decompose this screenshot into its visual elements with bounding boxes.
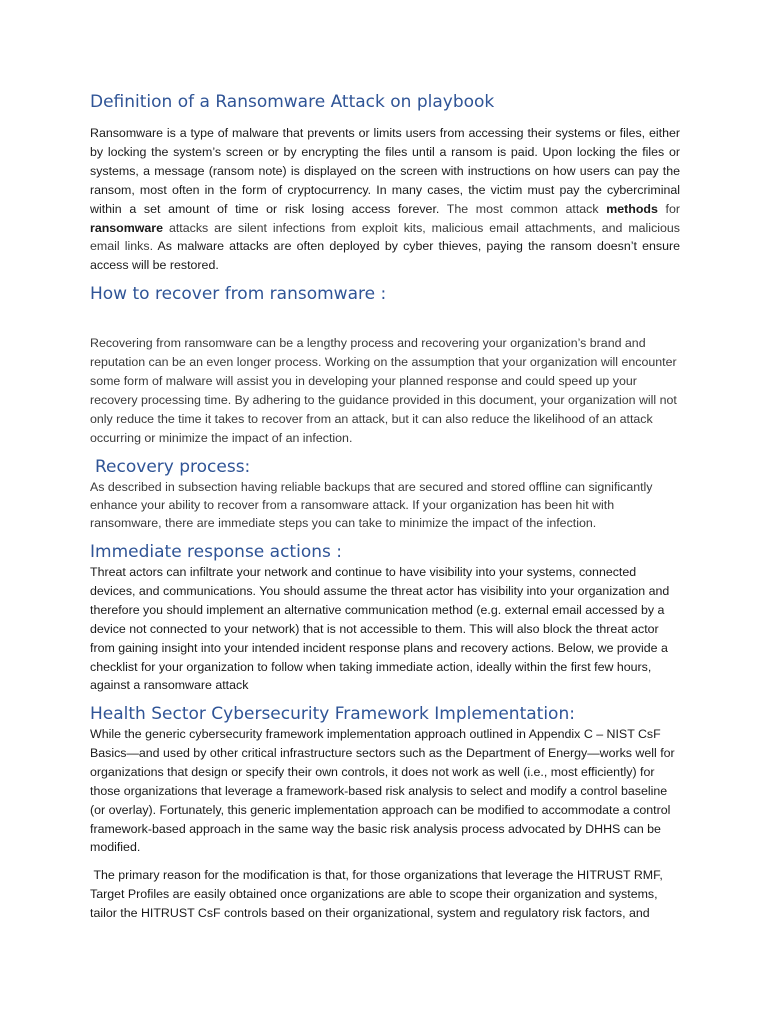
definition-bold-ransomware: ransomware xyxy=(90,220,164,235)
definition-text-1: Ransomware is a type of malware that prevents or limits users from accessing their systems or files, either by locking the system’s screen or by encrypting the files until a ransom is paid. Upon locking the files or systems, a message (ransom note) is displayed on the screen with instructions on how users can pay the ransom, most often in the form of cryptocurrency. In many cases, the victim must pay the cybercriminal within a set amount of time or risk losing access forever. xyxy=(90,126,680,216)
paragraph-health-sector-1: While the generic cybersecurity framework implementation approach outlined in Appendix C – NIST CsF Basics—and used by other critical infrastructure sectors such as the Department of Energy—works well for organizations that design or specify their own controls, it does not work as well (i.e., most efficiently) for those organizations that leverage a framework-based risk analysis to select and modify a control baseline (or overlay). Fortunately, this generic implementation approach can be modified to accommodate a control framework-based approach in the same way the basic risk analysis process advocated by DHHS can be modified. xyxy=(90,727,675,855)
health-sector-text-2: The primary reason for the modification is that, for those organizations that leverage the HITRUST RMF, Target Profiles are easily obtained once organizations are able to scope their organization and systems, tailor the HITRUST CsF controls based on their organizational, system and regulatory risk factors, and xyxy=(90,868,663,920)
heading-definition: Definition of a Ransomware Attack on playbook xyxy=(90,92,495,112)
heading-health-sector: Health Sector Cybersecurity Framework Implementation: xyxy=(90,704,575,724)
definition-text-4: attacks are silent infections from exploit kits, malicious email attachments, and malicious email links. xyxy=(90,220,680,254)
paragraph-health-sector-2 xyxy=(90,866,680,923)
definition-text-3: for xyxy=(665,201,681,216)
heading-recovery-process: Recovery process: xyxy=(95,457,251,477)
heading-recover: How to recover from ransomware : xyxy=(90,284,387,304)
paragraph-recovery-process: As described in subsection having reliable backups that are secured and stored offline can significantly enhance your ability to recover from a ransomware attack. If your organization has been hit with ransomware, there are immediate steps you can take to minimize the impact of the infection. xyxy=(90,480,653,530)
definition-text-5: As malware attacks are often deployed by cyber thieves, paying the ransom doesn’t ensure access will be restored. xyxy=(90,239,680,273)
heading-immediate-response: Immediate response actions : xyxy=(90,542,342,562)
paragraph-immediate-response: Threat actors can infiltrate your network and continue to have visibility into your systems, connected devices, and communications. You should assume the threat actor has visibility into your organization and therefore you should implement an alternative communication method (e.g. external email accessed by a device not connected to your network) that is not accessible to them. This will also block the threat actor from gaining insight into your intended incident response plans and recovery actions. Below, we provide a checklist for your organization to follow when taking immediate action, ideally within the first few hours, against a ransomware attack xyxy=(90,565,670,693)
definition-bold-methods: methods xyxy=(606,201,658,216)
definition-text-2: The most common attack xyxy=(446,201,599,216)
paragraph-definition xyxy=(90,124,680,275)
paragraph-recover: Recovering from ransomware can be a lengthy process and recovering your organization’s brand and reputation can be an even longer process. Working on the assumption that your organization will encounter some form of malware will assist you in developing your planned response and could speed up your recovery processing time. By adhering to the guidance provided in this document, your organization will not only reduce the time it takes to recover from an attack, but it can also reduce the likelihood of an attack occurring or minimize the impact of an infection. xyxy=(90,336,677,445)
